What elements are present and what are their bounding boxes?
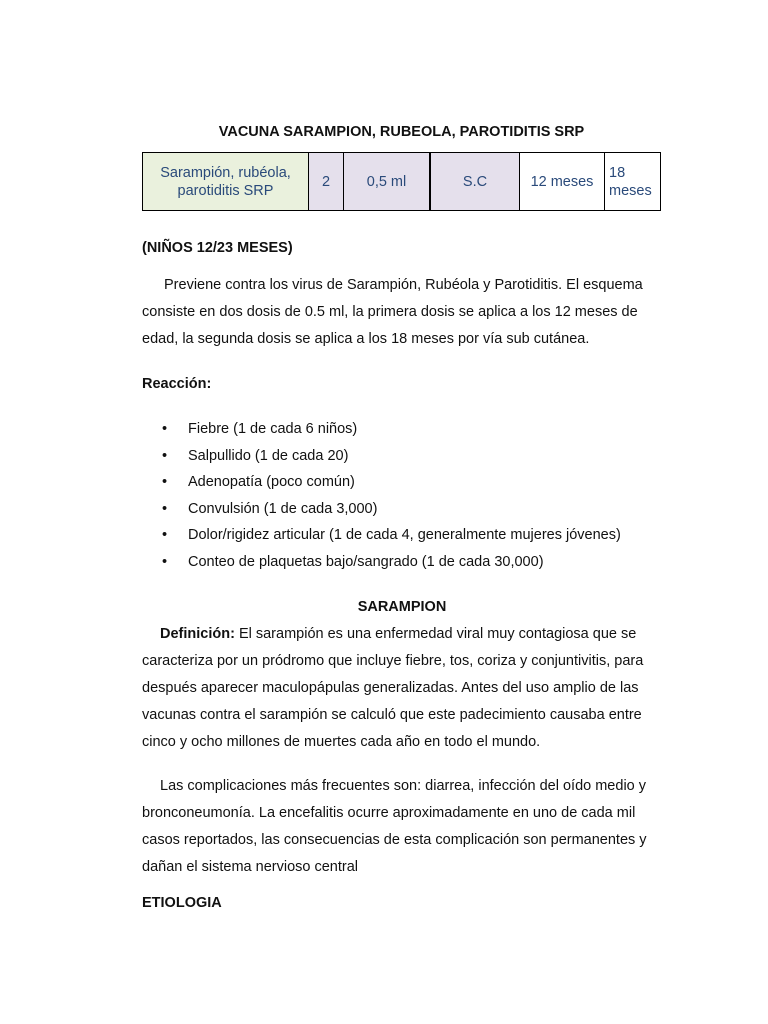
list-item: • Conteo de plaquetas bajo/sangrado (1 de cada 30,000): [142, 549, 662, 576]
intro-paragraph: Previene contra los virus de Sarampión, Rubéola y Parotiditis. El esquema consiste en dos dosis de 0.5 ml, la primera dosis se aplica a los 12 meses de edad, la segunda dosis se aplica a los 18 meses por vía sub cutánea.: [142, 277, 643, 347]
definition-paragraph: [142, 621, 662, 756]
vaccine-name-cell: Sarampión, rubéola, parotiditis SRP: [143, 153, 309, 211]
vaccine-table: [142, 152, 661, 211]
list-item: • Dolor/rigidez articular (1 de cada 4, generalmente mujeres jóvenes): [142, 522, 662, 549]
bullet-icon: •: [162, 527, 168, 543]
table-row: [143, 153, 661, 211]
etiology-heading: ETIOLOGIA: [142, 895, 222, 911]
bullet-icon: •: [162, 447, 168, 464]
page-title: VACUNA SARAMPION, RUBEOLA, PAROTIDITIS SRP: [218, 124, 585, 140]
bullet-icon: •: [162, 421, 168, 437]
route-cell: S.C: [430, 153, 520, 211]
section-heading-sarampion: SARAMPION: [357, 599, 447, 615]
second-dose-cell: 18 meses: [605, 153, 661, 211]
reaction-heading: Reacción:: [142, 376, 212, 392]
bullet-icon: •: [162, 474, 168, 490]
list-item: • Convulsión (1 de cada 3,000): [142, 496, 662, 523]
reaction-list: [142, 416, 662, 575]
definition-label: Definición:: [160, 626, 235, 642]
complications-paragraph: Las complicaciones más frecuentes son: diarrea, infección del oído medio y bronconeumonía. La encefalitis ocurre aproximadamente en uno de cada mil casos reportados, las consecuencias de esta complicación son permanentes y dañan el sistema nervioso central: [142, 778, 647, 875]
first-dose-cell: 12 meses: [520, 153, 605, 211]
volume-cell: 0,5 ml: [344, 153, 431, 211]
age-heading: (NIÑOS 12/23 MESES): [142, 240, 293, 256]
doses-cell: 2: [309, 153, 344, 211]
bullet-icon: •: [162, 553, 168, 570]
bullet-icon: •: [162, 500, 168, 517]
list-item: • Fiebre (1 de cada 6 niños): [142, 416, 662, 443]
list-item: • Adenopatía (poco común): [142, 469, 662, 496]
definition-text: El sarampión es una enfermedad viral muy contagiosa que se caracteriza por un pródromo que incluye fiebre, tos, coriza y conjuntivitis, para después aparecer maculopápulas generalizadas. Antes del uso amplio de las vacunas contra el sarampión se calculó que este padecimiento causaba entre cinco y ocho millones de muertes cada año en todo el mundo.: [142, 626, 644, 750]
list-item: • Salpullido (1 de cada 20): [142, 443, 662, 470]
